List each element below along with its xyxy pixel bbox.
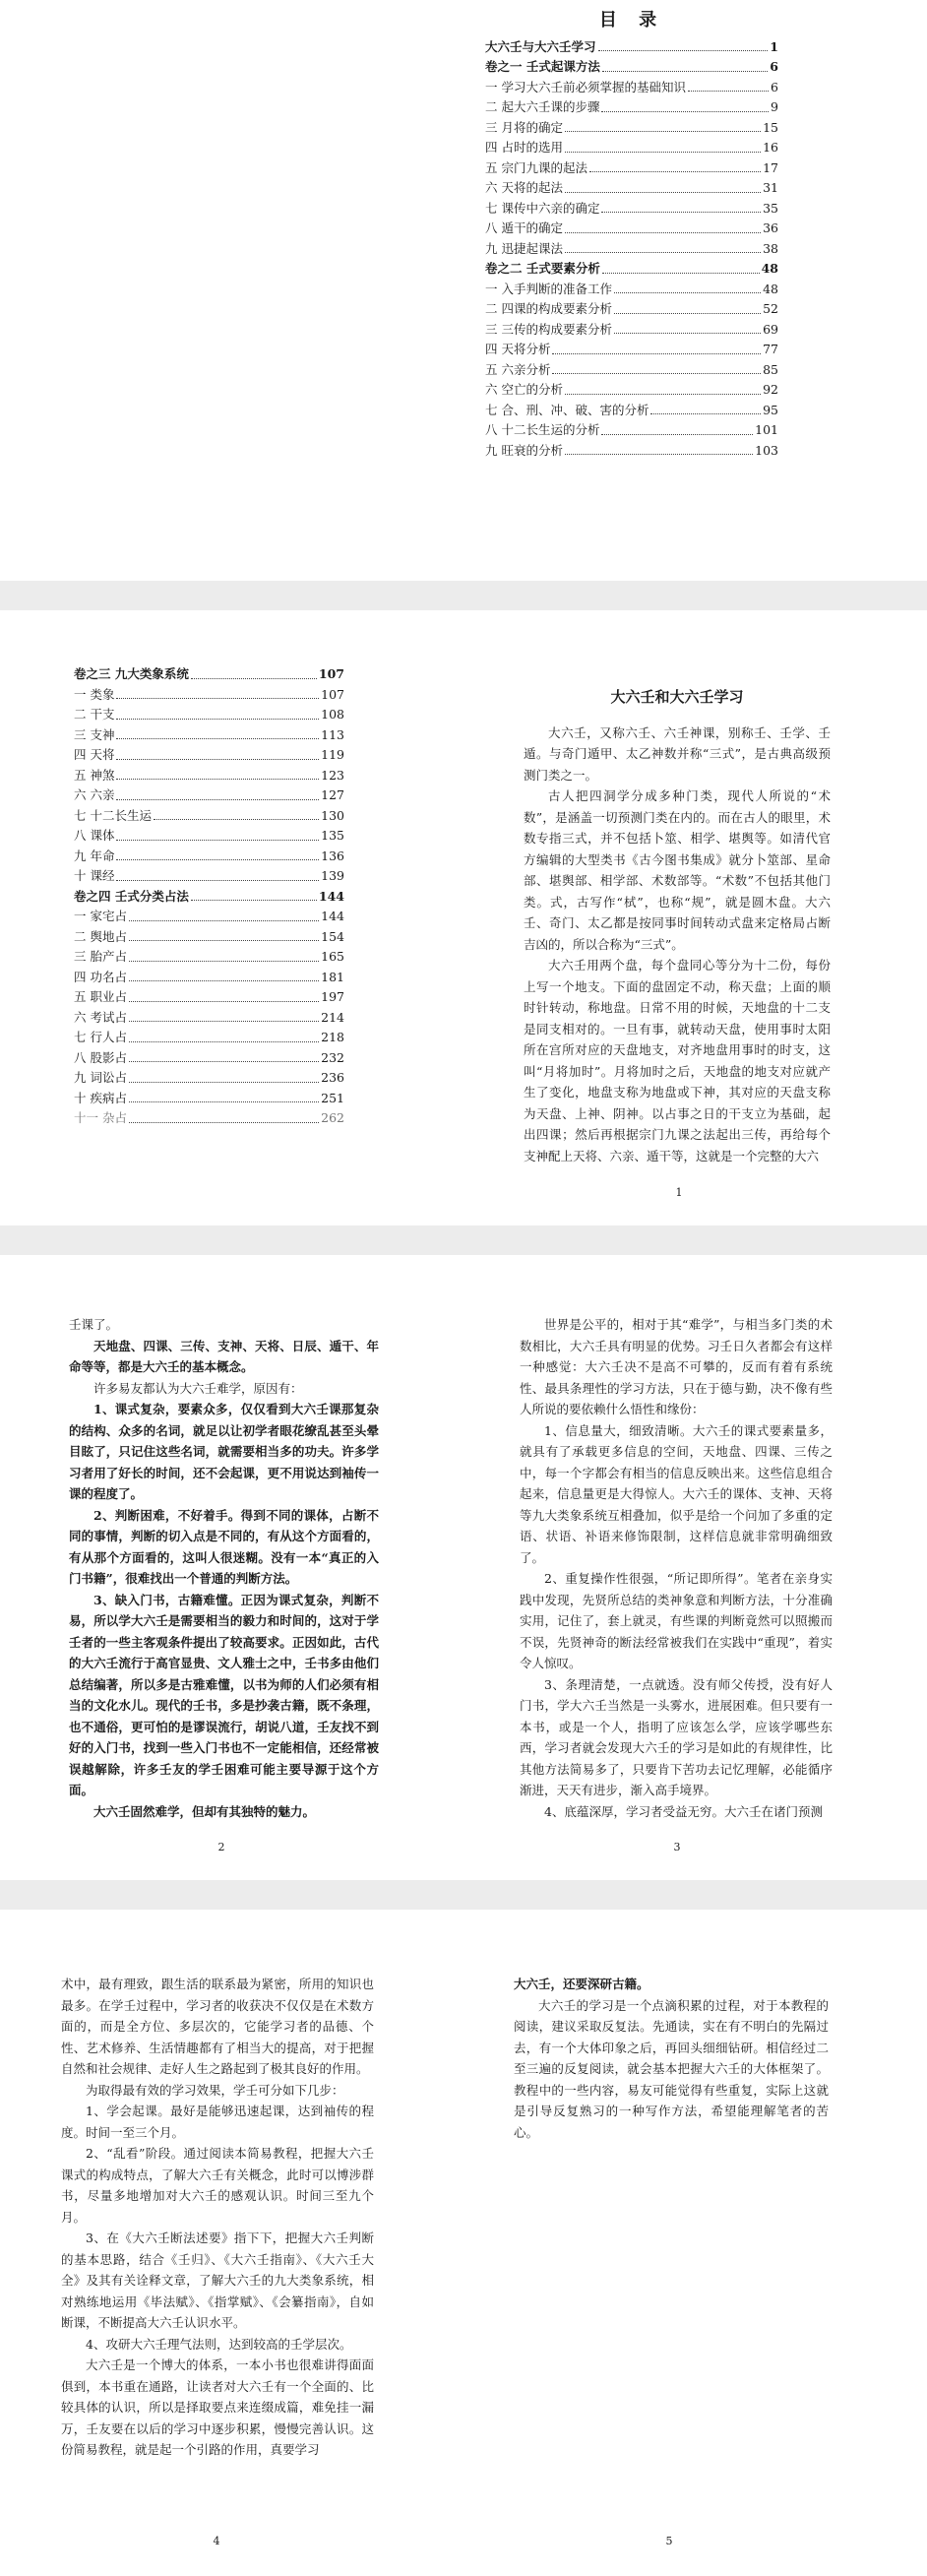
toc-entry-page: 16 bbox=[763, 140, 778, 155]
toc-title: 目 录 bbox=[598, 10, 665, 31]
toc-entry bbox=[485, 138, 778, 158]
toc-leader-dots bbox=[116, 698, 319, 699]
toc-leader-dots bbox=[154, 819, 319, 820]
article-title: 大六壬和大六壬学习 bbox=[610, 688, 744, 706]
toc-entry bbox=[74, 766, 344, 786]
toc-entry bbox=[485, 78, 778, 98]
page-2 bbox=[69, 1314, 379, 1822]
toc-leader-dots bbox=[191, 678, 317, 679]
toc-entry bbox=[74, 1028, 344, 1048]
toc-list bbox=[74, 664, 344, 1129]
toc-entry bbox=[485, 178, 778, 199]
toc-leader-dots bbox=[116, 779, 319, 780]
toc-entry-page: 9 bbox=[771, 99, 778, 114]
toc-entry-title: 二 舆地占 bbox=[74, 928, 127, 944]
toc-entry-title: 大六壬与大六壬学习 bbox=[485, 38, 596, 54]
toc-entry bbox=[485, 37, 778, 58]
toc-leader-dots bbox=[129, 961, 319, 962]
toc-entry bbox=[485, 97, 778, 118]
toc-entry-page: 236 bbox=[321, 1070, 344, 1085]
toc-entry bbox=[74, 725, 344, 746]
toc-entry-title: 五 六亲分析 bbox=[485, 361, 551, 377]
toc-page-1 bbox=[485, 10, 778, 461]
toc-entry bbox=[485, 340, 778, 360]
toc-entry-title: 四 功名占 bbox=[74, 969, 127, 984]
toc-entry-page: 107 bbox=[321, 686, 344, 702]
toc-entry-title: 十一 杂占 bbox=[74, 1110, 127, 1125]
toc-entry bbox=[74, 987, 344, 1008]
toc-entry-page: 48 bbox=[763, 281, 778, 296]
toc-leader-dots bbox=[601, 212, 761, 213]
toc-entry-title: 四 占时的选用 bbox=[485, 140, 563, 155]
toc-leader-dots bbox=[129, 1122, 319, 1123]
toc-leader-dots bbox=[116, 880, 319, 881]
toc-entry-page: 48 bbox=[761, 261, 778, 276]
toc-entry-title: 八 遁干的确定 bbox=[485, 220, 563, 235]
toc-entry-page: 214 bbox=[321, 1009, 344, 1025]
toc-entry bbox=[74, 664, 344, 685]
toc-entry-page: 165 bbox=[321, 949, 344, 964]
toc-leader-dots bbox=[116, 859, 319, 860]
toc-entry-title: 二 起大六壬课的步骤 bbox=[485, 99, 600, 114]
toc-entry-page: 123 bbox=[321, 767, 344, 783]
toc-entry-title: 七 课传中六亲的确定 bbox=[485, 200, 600, 216]
toc-entry-page: 6 bbox=[770, 59, 778, 74]
paragraph: 大六壬的学习是一个点滴积累的过程，对于本教程的阅读，建议采取反复法。先通读，实在有不明白的先隔过去，有一个大体印象之后，再回头细细钻研。相信经过二至三遍的反复阅读，就会基本把握大六壬的大体框架了。教程中的一些内容，易友可能觉得有些重复，实际上这就是引导反复熟习的一种写作方法，希望能理解笔者的苦心。 bbox=[514, 1997, 829, 2140]
toc-leader-dots bbox=[565, 232, 761, 233]
toc-entry-title: 四 天将分析 bbox=[485, 342, 551, 356]
toc-entry-title: 九 词讼占 bbox=[74, 1070, 127, 1085]
toc-entry-page: 108 bbox=[321, 707, 344, 722]
toc-leader-dots bbox=[598, 50, 769, 51]
toc-leader-dots bbox=[552, 353, 761, 354]
toc-entry-title: 六 空亡的分析 bbox=[485, 382, 563, 397]
toc-leader-dots bbox=[565, 454, 753, 455]
toc-entry-page: 95 bbox=[763, 402, 778, 417]
paragraph: 3、条理清楚，一点就透。没有师父传授，没有好人门书，学大六壬当然是一头雾水，进展困难。但只要有一本书，或是一个人，指明了应该怎么学，应该学哪些东西，学习者就会发现大六壬的学习是如此的有规律性，比其他方法简易多了，只要肯下苦功去记忆理解，必能循序渐进，天天有进步，渐入高手境界。 bbox=[520, 1676, 833, 1797]
toc-entry-title: 八 课体 bbox=[74, 828, 115, 843]
toc-leader-dots bbox=[602, 71, 768, 72]
toc-entry-page: 15 bbox=[763, 119, 778, 135]
toc-leader-dots bbox=[129, 1021, 319, 1022]
toc-leader-dots bbox=[116, 738, 319, 739]
toc-entry-page: 144 bbox=[321, 909, 344, 923]
toc-leader-dots bbox=[565, 394, 761, 395]
toc-leader-dots bbox=[589, 171, 761, 172]
toc-entry-title: 三 月将的确定 bbox=[485, 119, 563, 135]
toc-entry-page: 17 bbox=[763, 159, 778, 175]
toc-entry-title: 卷之二 壬式要素分析 bbox=[485, 261, 600, 276]
toc-entry bbox=[485, 239, 778, 260]
toc-entry-title: 九 旺衰的分析 bbox=[485, 442, 563, 458]
toc-entry bbox=[485, 118, 778, 139]
page-5 bbox=[514, 1974, 829, 2143]
toc-entry-page: 92 bbox=[763, 382, 778, 397]
toc-entry-title: 十 疾病占 bbox=[74, 1090, 127, 1105]
toc-entry-page: 119 bbox=[321, 747, 344, 762]
toc-entry bbox=[74, 785, 344, 806]
toc-entry-title: 六 六亲 bbox=[74, 787, 115, 802]
toc-entry-page: 1 bbox=[770, 38, 778, 54]
toc-entry-title: 卷之三 九大类象系统 bbox=[74, 666, 189, 681]
toc-leader-dots bbox=[129, 920, 319, 921]
toc-entry bbox=[74, 1108, 344, 1129]
toc-entry bbox=[74, 968, 344, 988]
paragraph: 2、判断困难，不好着手。得到不同的课体，占断不同的事情，判断的切入点是不同的，有从这个方面看的，有从那个方面看的，这叫人很迷糊。没有一本“真正的入门书籍”，很难找出一个普通的判断方法。 bbox=[69, 1507, 379, 1586]
toc-entry-title: 八 十二长生运的分析 bbox=[485, 422, 600, 437]
paragraph: 1、学会起课。最好是能够迅速起课，达到袖传的程度。时间一至三个月。 bbox=[61, 2104, 374, 2140]
page-4 bbox=[61, 1974, 374, 2461]
toc-entry-title: 七 行人占 bbox=[74, 1030, 127, 1044]
paragraph: 大六壬，还要深研古籍。 bbox=[514, 1977, 649, 1991]
toc-entry-title: 五 神煞 bbox=[74, 767, 115, 783]
page-number: 2 bbox=[217, 1841, 225, 1853]
paragraph: 4、攻研大六壬理气法则，达到较高的壬学层次。 bbox=[86, 2336, 352, 2352]
toc-entry bbox=[74, 1008, 344, 1029]
toc-entry bbox=[74, 685, 344, 706]
toc-entry-title: 九 年命 bbox=[74, 848, 115, 863]
toc-leader-dots bbox=[565, 131, 761, 132]
toc-leader-dots bbox=[688, 91, 769, 92]
paragraph: 大六壬用两个盘，每个盘同心等分为十二份，每份上写一个地支。下面的盘固定不动，称天盘；上面的顺时针转动，称地盘。日常不用的时候，天地盘的十二支是同支相对的。一旦有事，就转动天盘，使用事时太阳所在宫所对应的天盘地支，对齐地盘用事时的时支，这叫“月将加时”。月将加时之后，天地盘的地支对应就产生了变化，地盘支称为地盘或下神，其对应的天盘支称为天盘、上神、阴神。以占事之日的干支立为基础，起出四课；然后再根据宗门九课之法起出三传，再给每个支神配上天将、六亲、遁干等，这就是一个完整的大六 bbox=[524, 958, 831, 1163]
toc-leader-dots bbox=[650, 413, 761, 414]
page-number: 5 bbox=[665, 2535, 673, 2547]
toc-entry-title: 一 入手判断的准备工作 bbox=[485, 281, 612, 296]
toc-entry bbox=[485, 57, 778, 78]
toc-entry bbox=[74, 1048, 344, 1069]
toc-entry-title: 一 类象 bbox=[74, 686, 115, 702]
paragraph: 2、“乱看”阶段。通过阅读本简易教程，把握大六壬课式的构成特点，了解大六壬有关概念，此时可以博涉群书，尽量多地增加对大六壬的感观认识。时间三至九个月。 bbox=[61, 2146, 374, 2225]
paragraph: 大六壬是一个博大的体系，一本小书也很难讲得面面俱到，本书重在通路，让读者对大六壬有一个全面的、比较具体的认识，所以是择取要点来连缀成篇，难免挂一漏万，壬友要在以后的学习中逐步积累，慢慢完善认识。这份简易教程，就是起一个引路的作用，真要学习 bbox=[61, 2357, 374, 2457]
paragraph: 大六壬，又称六壬、六壬神课，别称壬、壬学、壬遁。与奇门遁甲、太乙神数并称“三式”，是古典高级预测门类之一。 bbox=[524, 724, 831, 783]
toc-entry bbox=[485, 158, 778, 179]
toc-entry-title: 三 三传的构成要素分析 bbox=[485, 321, 612, 337]
toc-entry-page: 101 bbox=[755, 422, 778, 437]
page-1 bbox=[524, 679, 831, 1166]
toc-entry-page: 69 bbox=[763, 321, 778, 337]
toc-entry-title: 七 十二长生运 bbox=[74, 807, 152, 823]
paragraph: 3、缺入门书，古籍难懂。正因为课式复杂，判断不易，所以学大六壬是需要相当的毅力和时间的，这对于学壬者的一些主客观条件提出了较高要求。正因如此，古代的大六壬流行于高官显贵、文人雅士之中，壬书多由他们总结编著，所以多是古雅难懂，以书为师的人们必须有相当的文化水儿。现代的壬书，多是抄袭古籍，既不条理，也不通俗，更可怕的是谬误流行，胡说八道，壬友找不到好的入门书，找到一些入门书也不一定能相信，还经常被误越解除，许多壬友的学壬困难可能主要导源于这个方面。 bbox=[69, 1592, 379, 1797]
paragraph: 天地盘、四课、三传、支神、天将、日辰、遁干、年命等等，都是大六壬的基本概念。 bbox=[69, 1338, 379, 1374]
toc-entry-title: 七 合、刑、冲、破、害的分析 bbox=[485, 402, 649, 417]
toc-entry-page: 52 bbox=[763, 301, 778, 316]
toc-leader-dots bbox=[614, 292, 761, 293]
toc-entry-title: 九 迅捷起课法 bbox=[485, 240, 563, 256]
toc-entry-title: 三 胎产占 bbox=[74, 949, 127, 964]
toc-entry-title: 卷之四 壬式分类占法 bbox=[74, 888, 189, 904]
toc-entry-page: 144 bbox=[318, 888, 344, 904]
toc-leader-dots bbox=[129, 1082, 319, 1083]
toc-leader-dots bbox=[116, 719, 319, 720]
toc-entry-page: 251 bbox=[321, 1090, 344, 1105]
toc-leader-dots bbox=[602, 273, 760, 274]
page-3 bbox=[520, 1314, 833, 1822]
toc-entry bbox=[74, 947, 344, 968]
paragraph: 壬课了。 bbox=[69, 1317, 119, 1332]
toc-entry bbox=[485, 199, 778, 220]
paragraph: 2、重复操作性很强，“所记即所得”。笔者在亲身实践中发现，先贤所总结的类神象意和判断方法，十分准确实用，记住了，套上就灵，有些课的判断竟然可以照搬而不误，先贤神奇的断法经常被我们在实践中“重现”，着实令人惊叹。 bbox=[520, 1571, 833, 1670]
toc-entry-page: 154 bbox=[321, 928, 344, 944]
toc-entry-page: 218 bbox=[321, 1030, 344, 1044]
paragraph: 大六壬固然难学，但却有其独特的魅力。 bbox=[93, 1803, 316, 1819]
toc-entry-page: 36 bbox=[763, 220, 778, 235]
paragraph: 世界是公平的，相对于其“难学”，与相当多门类的术数相比，大六壬具有明显的优势。习壬日久者都会有这样一种感觉：大六壬决不是高不可攀的，反而有着有系统性、最具条理性的学习方法，只在于德与勤，决不像有些人所说的要依赖什么悟性和缘份： bbox=[520, 1317, 833, 1416]
toc-entry-title: 卷之一 壬式起课方法 bbox=[485, 59, 600, 74]
toc-entry bbox=[485, 360, 778, 381]
paragraph: 1、信息量大，细致清晰。大六壬的课式要素量多，就具有了承载更多信息的空间，天地盘、四课、三传之中，每一个字都会有相当的信息反映出来。这些信息组合起来，信息量更是大得惊人。大六壬的课体、支神、天将等九大类象系统互相叠加，似乎是给一个问加了多重的定语、状语、补语来修饰限制，这样信息就非常明确细致了。 bbox=[520, 1422, 833, 1565]
toc-entry-title: 十 课经 bbox=[74, 868, 115, 883]
toc-leader-dots bbox=[565, 192, 761, 193]
toc-leader-dots bbox=[129, 980, 319, 981]
toc-entry-page: 181 bbox=[321, 969, 344, 984]
page-body bbox=[524, 723, 831, 1167]
toc-entry-title: 六 考试占 bbox=[74, 1009, 127, 1025]
toc-leader-dots bbox=[565, 152, 761, 153]
toc-entry-title: 八 股影占 bbox=[74, 1049, 127, 1065]
page-number: 1 bbox=[675, 1186, 683, 1199]
page-number: 3 bbox=[673, 1841, 681, 1853]
toc-entry bbox=[485, 299, 778, 320]
toc-leader-dots bbox=[116, 759, 319, 760]
toc-entry-page: 197 bbox=[321, 989, 344, 1004]
toc-entry-page: 103 bbox=[755, 442, 778, 458]
toc-entry-title: 一 学习大六壬前必须掌握的基础知识 bbox=[485, 79, 686, 94]
toc-entry bbox=[74, 866, 344, 887]
toc-entry bbox=[74, 1089, 344, 1109]
toc-entry-title: 一 家宅占 bbox=[74, 909, 127, 923]
toc-entry-title: 五 宗门九课的起法 bbox=[485, 159, 587, 175]
toc-entry-page: 107 bbox=[318, 666, 344, 681]
paragraph: 4、底蕴深厚，学习者受益无穷。大六壬在诸门预测 bbox=[544, 1803, 823, 1819]
page-body bbox=[61, 1974, 374, 2461]
toc-entry bbox=[74, 847, 344, 867]
toc-leader-dots bbox=[116, 840, 319, 841]
toc-leader-dots bbox=[601, 111, 769, 112]
toc-entry bbox=[485, 420, 778, 441]
toc-entry-page: 130 bbox=[321, 807, 344, 823]
toc-entry-page: 85 bbox=[763, 361, 778, 377]
toc-entry bbox=[485, 380, 778, 401]
toc-entry-page: 262 bbox=[321, 1110, 344, 1125]
toc-page-2 bbox=[74, 664, 344, 1129]
toc-entry-title: 二 干支 bbox=[74, 707, 115, 722]
toc-leader-dots bbox=[116, 799, 319, 800]
toc-entry-page: 136 bbox=[321, 848, 344, 863]
toc-entry bbox=[74, 927, 344, 948]
toc-entry-title: 四 天将 bbox=[74, 747, 115, 762]
toc-entry-page: 35 bbox=[763, 200, 778, 216]
toc-leader-dots bbox=[129, 1101, 319, 1102]
toc-entry bbox=[74, 887, 344, 908]
page-gap bbox=[0, 581, 927, 610]
toc-leader-dots bbox=[552, 373, 761, 374]
toc-entry-title: 五 职业占 bbox=[74, 989, 127, 1004]
toc-entry bbox=[74, 806, 344, 827]
paragraph: 术中，最有理致，跟生活的联系最为紧密，所用的知识也最多。在学壬过程中，学习者的收获决不仅仅是在术数方面的，而是全方位、多层次的，它能学习者的品德、个性、艺术修养、生活情趣都有了相当大的提高，对于把握自然和社会规律、走好人生之路起到了极其良好的作用。 bbox=[61, 1977, 374, 2076]
toc-entry bbox=[74, 907, 344, 927]
toc-entry-page: 77 bbox=[763, 342, 778, 356]
toc-entry-page: 127 bbox=[321, 787, 344, 802]
toc-entry-title: 六 天将的起法 bbox=[485, 180, 563, 195]
toc-entry-page: 139 bbox=[321, 868, 344, 883]
toc-leader-dots bbox=[614, 333, 761, 334]
toc-leader-dots bbox=[191, 900, 317, 901]
toc-entry bbox=[485, 219, 778, 239]
toc-entry-page: 232 bbox=[321, 1049, 344, 1065]
toc-entry-page: 135 bbox=[321, 828, 344, 843]
sheet-1 bbox=[0, 0, 927, 581]
toc-entry-title: 二 四课的构成要素分析 bbox=[485, 301, 612, 316]
toc-entry bbox=[485, 441, 778, 462]
toc-leader-dots bbox=[129, 1061, 319, 1062]
toc-entry bbox=[485, 259, 778, 280]
paragraph: 为取得最有效的学习效果，学壬可分如下几步： bbox=[86, 2082, 344, 2098]
toc-entry-page: 31 bbox=[763, 180, 778, 195]
toc-entry bbox=[74, 1068, 344, 1089]
toc-leader-dots bbox=[129, 1001, 319, 1002]
toc-leader-dots bbox=[565, 252, 761, 253]
toc-entry bbox=[74, 705, 344, 725]
toc-leader-dots bbox=[601, 434, 753, 435]
paragraph: 许多易友都认为大六壬难学，原因有： bbox=[93, 1380, 303, 1396]
page-gap bbox=[0, 1225, 927, 1255]
toc-leader-dots bbox=[129, 1041, 319, 1042]
toc-entry bbox=[74, 826, 344, 847]
toc-entry bbox=[485, 320, 778, 341]
toc-entry-page: 38 bbox=[763, 240, 778, 256]
toc-entry-page: 6 bbox=[771, 79, 778, 94]
toc-entry bbox=[485, 401, 778, 421]
page-body bbox=[514, 1974, 829, 2143]
page-body bbox=[69, 1314, 379, 1822]
paragraph: 1、课式复杂，要素众多，仅仅看到大六壬课那复杂的结构、众多的名词，就足以让初学者眼花缭乱甚至头晕目眩了，只记住这些名词，就需要相当多的功夫。许多学习者用了好长的时间，还不会起课，更不用说达到袖传一课的程度了。 bbox=[69, 1402, 379, 1501]
paragraph: 古人把四洞学分成多种门类，现代人所说的“术数”，是涵盖一切预测门类在内的。而在古人的眼里，术数专指三式，并不包括卜筮、相学、堪舆等。如清代官方编辑的大型类书《古今图书集成》就分卜筮部、星命部、堪舆部、相学部、术数部等。“术数”不包括其他门类。式，古写作“栻”，也称“规”，就是圆木盘。大六壬、奇门、太乙都是按同事时间转动式盘来定格局占断吉凶的，所以合称为“三式”。 bbox=[524, 788, 831, 952]
toc-entry bbox=[74, 745, 344, 766]
page-number: 4 bbox=[213, 2535, 220, 2547]
paragraph: 3、在《大六壬断法述要》指下下，把握大六壬判断的基本思路，结合《壬归》、《大六壬指南》、《大六壬大全》及其有关诠释文章，了解大六壬的九大类象系统，相对熟练地运用《毕法赋》、《指掌赋》、《会纂指南》，自如断课，不断提高大六壬认识水平。 bbox=[61, 2230, 374, 2330]
toc-leader-dots bbox=[614, 313, 761, 314]
toc-entry-page: 113 bbox=[321, 726, 344, 742]
page-gap bbox=[0, 1880, 927, 1910]
toc-list bbox=[485, 37, 778, 462]
toc-entry bbox=[485, 280, 778, 300]
page-body bbox=[520, 1314, 833, 1822]
toc-leader-dots bbox=[129, 940, 319, 941]
toc-entry-title: 三 支神 bbox=[74, 726, 115, 742]
